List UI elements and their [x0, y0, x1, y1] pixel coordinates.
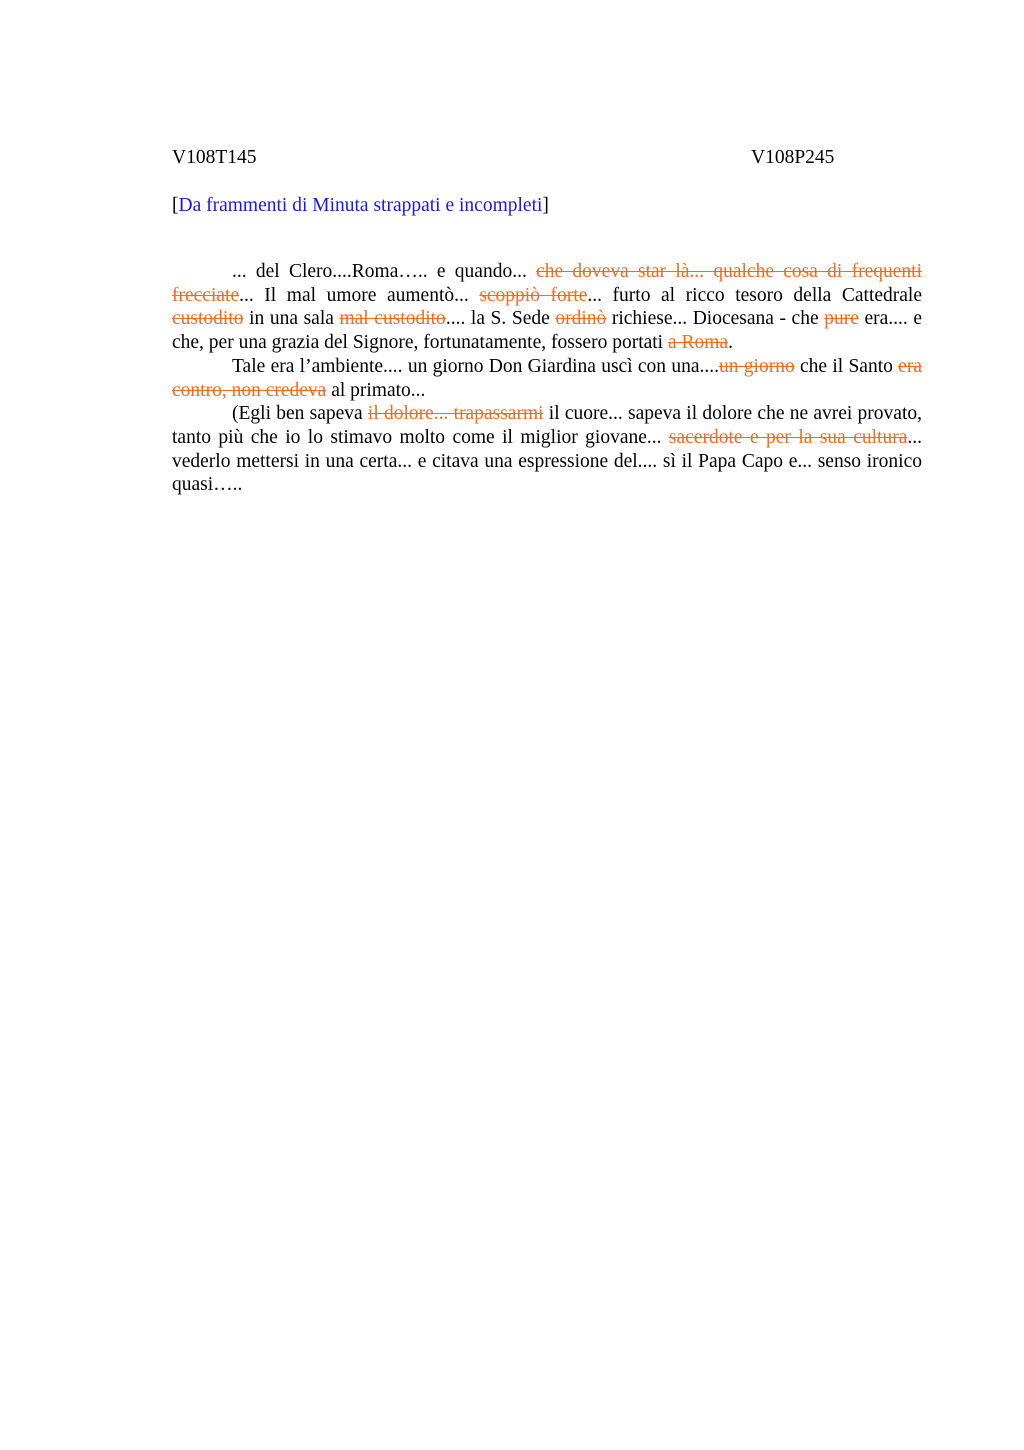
deleted-text: il dolore... trapassarmi — [367, 403, 544, 425]
text-segment: Tale era l’ambiente.... un giorno Don Giardina uscì con una.... — [232, 355, 719, 377]
document-page — [172, 146, 922, 497]
deleted-text: pure — [824, 308, 859, 330]
deleted-text: che doveva star là... qualche cosa di frequenti frecciate — [172, 261, 922, 306]
document-code-right: V108P245 — [751, 147, 835, 168]
paragraph — [172, 355, 922, 402]
document-code-left: V108T145 — [172, 147, 257, 168]
deleted-text: mal custodito — [339, 308, 446, 330]
editorial-note — [172, 194, 922, 218]
note-close-bracket: ] — [542, 195, 549, 216]
header-row — [172, 146, 922, 170]
deleted-text: ordinò — [555, 308, 607, 330]
text-segment: era.... e che, per una grazia del Signore, fortunatamente, fossero portati — [172, 308, 922, 354]
text-segment: che il Santo — [794, 355, 899, 377]
deleted-text: scoppiò forte — [479, 284, 588, 306]
text-segment: ... vederlo mettersi in una certa... e citava una espressione del.... sì il Papa Capo e... senso ironico quasi….. — [172, 426, 922, 496]
deleted-text: custodito — [172, 308, 244, 330]
text-segment: . — [728, 332, 733, 354]
note-text: Da frammenti di Minuta strappati e incompleti — [178, 195, 543, 216]
text-segment: al primato... — [326, 379, 426, 401]
text-segment: .... la S. Sede — [445, 308, 556, 330]
paragraph — [172, 260, 922, 355]
deleted-text: era contro, non credeva — [172, 355, 922, 401]
text-segment: ... furto al ricco tesoro della Cattedrale — [587, 284, 922, 306]
text-segment: (Egli ben sapeva — [232, 403, 368, 425]
deleted-text: sacerdote e per la sua cultura — [668, 426, 908, 448]
text-segment: richiese... Diocesana - che — [606, 308, 825, 330]
body-text — [172, 260, 922, 497]
deleted-text: un giorno — [719, 355, 795, 377]
text-segment: ... del Clero....Roma….. e quando... — [232, 261, 537, 282]
paragraph — [172, 402, 922, 497]
text-segment: il cuore... sapeva il dolore che ne avrei provato, tanto più che io lo stimavo molto come il miglior giovane... — [172, 403, 922, 448]
text-segment: in una sala — [243, 308, 340, 330]
text-segment: ... Il mal umore aumentò... — [239, 284, 480, 306]
deleted-text: a Roma — [667, 332, 729, 354]
note-open-bracket: [ — [172, 195, 179, 216]
